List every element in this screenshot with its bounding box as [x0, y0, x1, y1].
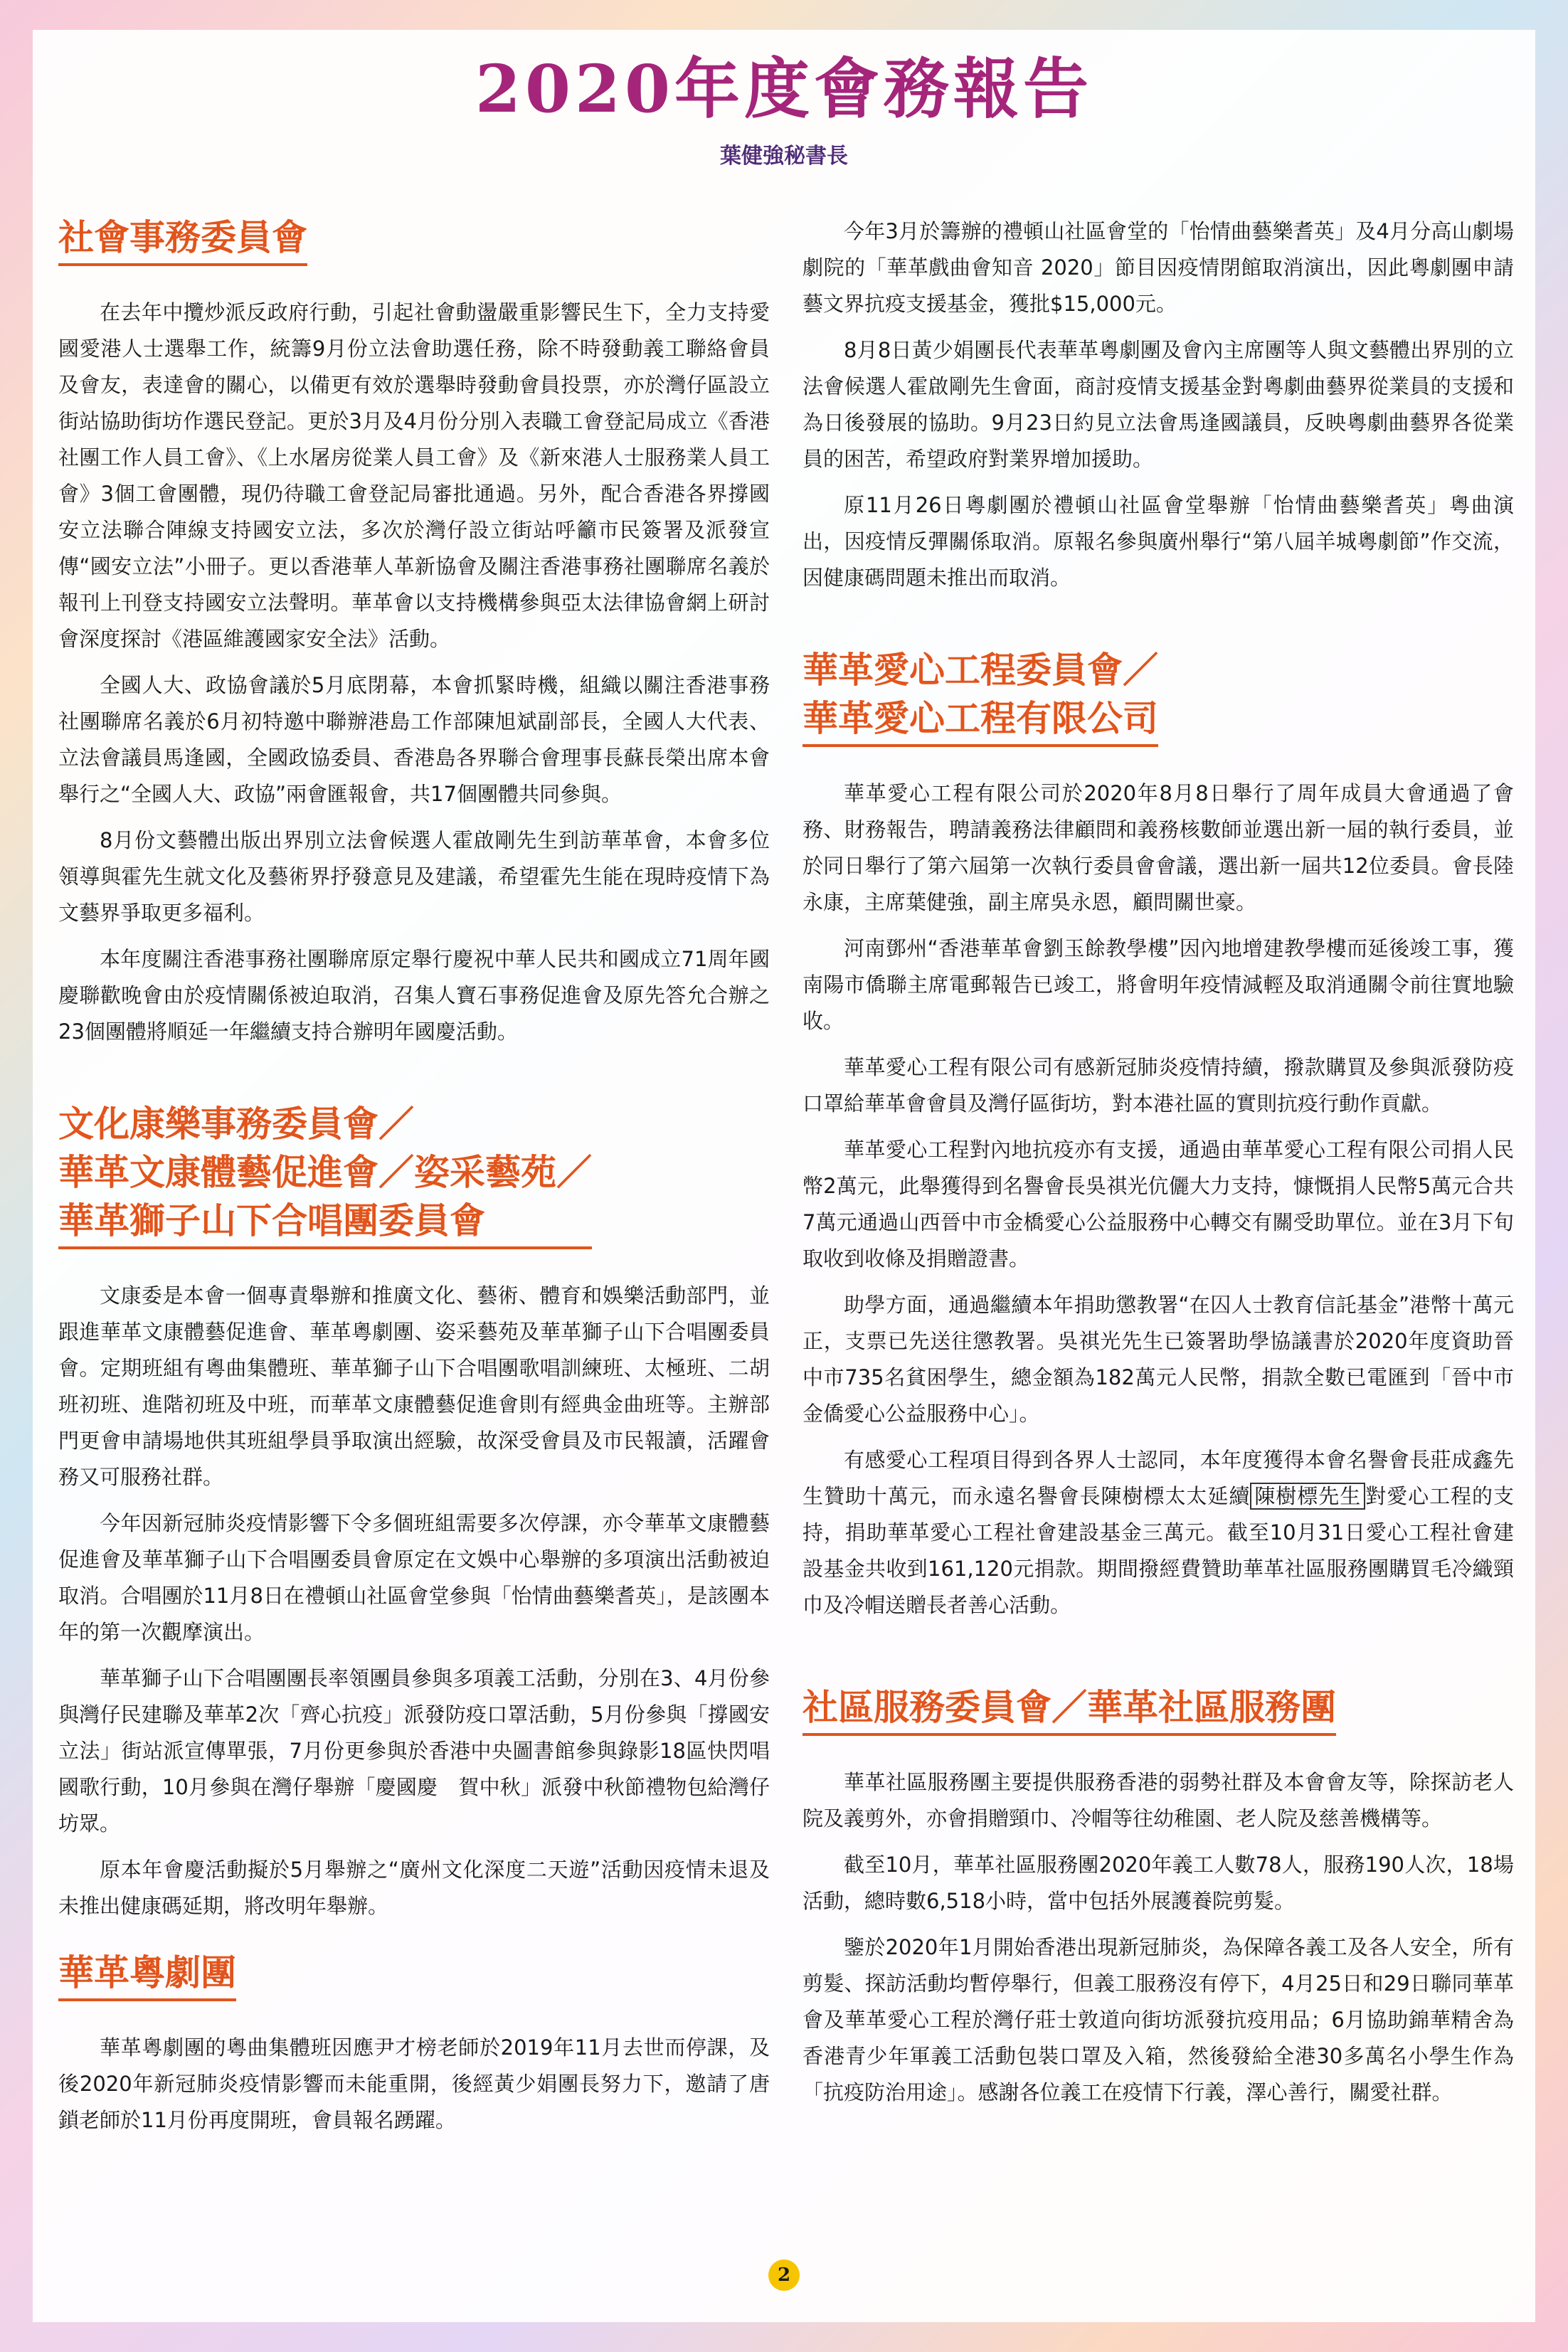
paragraph: 華革獅子山下合唱團團長率領團員參與多項義工活動，分別在3、4月份參與灣仔民建聯及華革2次「齊心抗疫」派發防疫口罩活動，5月份參與「撐國安立法」街站派宣傳單張，7月份更參與於香港中央圖書館參與錄影18區快閃唱國歌行動，10月參與在灣仔舉辦「慶國慶 賀中秋」派發中秋節禮物包給灣仔坊眾。	[58, 1666, 770, 1835]
highlighted-name: 陳樹標先生	[1250, 1483, 1365, 1510]
left-column	[58, 213, 770, 2149]
paragraph: 原本年會慶活動擬於5月舉辦之“廣州文化深度二天遊”活動因疫情未退及未推出健康碼延期，將改明年舉辦。	[58, 1858, 770, 1918]
page-number: 2	[768, 2260, 800, 2291]
paragraph: 本年度關注香港事務社團聯席原定舉行慶祝中華人民共和國成立71周年國慶聯歡晚會由於疫情關係被迫取消，召集人寶石事務促進會及原先答允合辦之23個團體將順延一年繼續支持合辦明年國慶活動。	[58, 947, 770, 1044]
paragraph: 有感愛心工程項目得到各界人士認同，本年度獲得本會名譽會長莊成鑫先生贊助十萬元，而永遠名譽會長陳樹標太太延續 陳樹標先生 對愛心工程的支持，捐助華革愛心工程社會建設基金三萬元。截至10月31日愛心工程社會建設基金共收到161,120元捐款。期間撥經費贊助華革社區服務團購買毛冷織頸巾及冷帽送贈長者善心活動。	[802, 1448, 1514, 1617]
right-column	[802, 213, 1514, 2121]
paragraph: 華革粵劇團的粵曲集體班因應尹才榜老師於2019年11月去世而停課，及後2020年新冠肺炎疫情影響而未能重開，後經黃少娟團長努力下，邀請了唐鎖老師於11月份再度開班，會員報名踴躍。	[58, 2035, 770, 2132]
paragraph: 截至10月，華革社區服務團2020年義工人數78人，服務190人次，18場活動，總時數6,518小時，當中包括外展護養院剪髮。	[802, 1853, 1514, 1913]
paragraph: 8月份文藝體出版出界別立法會候選人霍啟剛先生到訪華革會，本會多位領導與霍先生就文化及藝術界抒發意見及建議，希望霍先生能在現時疫情下為文藝界爭取更多福利。	[58, 828, 770, 925]
section-title-community-service: 社區服務委員會／華革社區服務團	[802, 1683, 1336, 1736]
section-title-social-affairs: 社會事務委員會	[58, 213, 307, 266]
paragraph: 華革社區服務團主要提供服務香港的弱勢社群及本會會友等，除探訪老人院及義剪外，亦會捐贈頸巾、冷帽等往幼稚園、老人院及慈善機構等。	[802, 1770, 1514, 1831]
paragraph: 華革愛心工程有限公司有感新冠肺炎疫情持續，撥款購買及參與派發防疫口罩給華革會會員及灣仔區街坊，對本港社區的實則抗疫行動作貢獻。	[802, 1055, 1514, 1116]
paragraph: 助學方面，通過繼續本年捐助懲教署“在囚人士教育信託基金”港幣十萬元正，支票已先送往懲教署。吳祺光先生已簽署助學協議書於2020年度資助晉中市735名貧困學生，總金額為182萬元人民幣，捐款全數已電匯到「晉中市金僑愛心公益服務中心」。	[802, 1293, 1514, 1426]
paragraph: 華革愛心工程有限公司於2020年8月8日舉行了周年成員大會通過了會務、財務報告，聘請義務法律顧問和義務核數師並選出新一屆的執行委員，並於同日舉行了第六屆第一次執行委員會會議，選出新一屆共12位委員。會長陸永康，主席葉健強，副主席吳永恩，顧問關世豪。	[802, 781, 1514, 914]
section-title-cantonese-opera: 華革粵劇團	[58, 1949, 236, 2001]
paragraph: 河南鄧州“香港華革會劉玉餘教學樓”因內地增建教學樓而延後竣工事，獲南陽市僑聯主席電郵報告已竣工，將會明年疫情減輕及取消通關令前往實地驗收。	[802, 936, 1514, 1033]
paragraph: 文康委是本會一個專責舉辦和推廣文化、藝術、體育和娛樂活動部門，並跟進華革文康體藝促進會、華革粵劇團、姿采藝苑及華革獅子山下合唱團委員會。定期班組有粵曲集體班、華革獅子山下合唱團歌唱訓練班、太極班、二胡班初班、進階初班及中班，而華革文康體藝促進會則有經典金曲班等。主辦部門更會申請場地供其班組學員爭取演出經驗，故深受會員及市民報讀，活躍會務又可服務社群。	[58, 1283, 770, 1489]
paragraph: 鑒於2020年1月開始香港出現新冠肺炎，為保障各義工及各人安全，所有剪髮、探訪活動均暫停舉行，但義工服務沒有停下，4月25日和29日聯同華革會及華革愛心工程於灣仔莊士敦道向街坊派發抗疫用品；6月協助錦華精舍為香港青少年軍義工活動包裝口罩及入箱，然後發給全港30多萬名小學生作為「抗疫防治用途」。感謝各位義工在疫情下行義，澤心善行，關愛社群。	[802, 1935, 1514, 2104]
paragraph: 8月8日黃少娟團長代表華革粵劇團及會內主席團等人與文藝體出界別的立法會候選人霍啟剛先生會面，商討疫情支援基金對粵劇曲藝界從業員的支援和為日後發展的協助。9月23日約見立法會馬逢國議員，反映粵劇曲藝界各從業員的困苦，希望政府對業界增加援助。	[802, 338, 1514, 471]
paragraph: 全國人大、政協會議於5月底閉幕，本會抓緊時機，組織以關注香港事務社團聯席名義於6月初特邀中聯辦港島工作部陳旭斌副部長，全國人大代表、立法會議員馬逢國，全國政協委員、香港島各界聯合會理事長蘇長榮出席本會舉行之“全國人大、政協”兩會匯報會，共17個團體共同參與。	[58, 673, 770, 806]
section-title-culture-recreation: 文化康樂事務委員會／ 華革文康體藝促進會／姿采藝苑／ 華革獅子山下合唱團委員會	[58, 1100, 592, 1249]
paragraph: 今年因新冠肺炎疫情影響下令多個班組需要多次停課，亦令華革文康體藝促進會及華革獅子山下合唱團委員會原定在文娛中心舉辦的多項演出活動被迫取消。合唱團於11月8日在禮頓山社區會堂參與「怡情曲藝樂耆英」，是該團本年的第一次觀摩演出。	[58, 1511, 770, 1644]
paragraph: 今年3月於籌辦的禮頓山社區會堂的「怡情曲藝樂耆英」及4月分高山劇場劇院的「華革戲曲會知音 2020」節目因疫情閉館取消演出，因此粵劇團申請藝文界抗疫支援基金，獲批$15,000元。	[802, 219, 1514, 316]
paragraph: 在去年中攬炒派反政府行動，引起社會動盪嚴重影響民生下，全力支持愛國愛港人士選舉工作，統籌9月份立法會助選任務，除不時發動義工聯絡會員及會友，表達會的關心，以備更有效於選舉時發動會員投票，亦於灣仔區設立街站協助街坊作選民登記。更於3月及4月份分別入表職工會登記局成立《香港社團工作人員工會》、《上水屠房從業人員工會》及《新來港人士服務業人員工會》3個工會團體，現仍待職工會登記局審批通過。另外，配合香港各界撐國安立法聯合陣線支持國安立法，多次於灣仔設立街站呼籲市民簽署及派發宣傳“國安立法”小冊子。更以香港華人革新協會及關注香港事務社團聯席名義於報刊上刊登支持國安立法聲明。華革會以支持機構參與亞太法律協會網上研討會深度探討《港區維護國家安全法》活動。	[58, 300, 770, 651]
paragraph: 華革愛心工程對內地抗疫亦有支援，通過由華革愛心工程有限公司捐人民幣2萬元，此舉獲得到名譽會長吳祺光伉儷大力支持，慷慨捐人民幣5萬元合共7萬元通過山西晉中市金橋愛心公益服務中心轉交有關受助單位。並在3月下旬取收到收條及捐贈證書。	[802, 1138, 1514, 1271]
section-title-charity-project: 華革愛心工程委員會／ 華革愛心工程有限公司	[802, 646, 1158, 747]
author-byline: 葉健強秘書長	[720, 144, 848, 169]
page-title: 2020年度會務報告	[475, 51, 1093, 127]
paragraph: 原11月26日粵劇團於禮頓山社區會堂舉辦「怡情曲藝樂耆英」粵曲演出，因疫情反彈關係取消。原報名參與廣州舉行“第八屆羊城粵劇節”作交流，因健康碼問題未推出而取消。	[802, 493, 1514, 590]
page-header	[33, 43, 1535, 169]
